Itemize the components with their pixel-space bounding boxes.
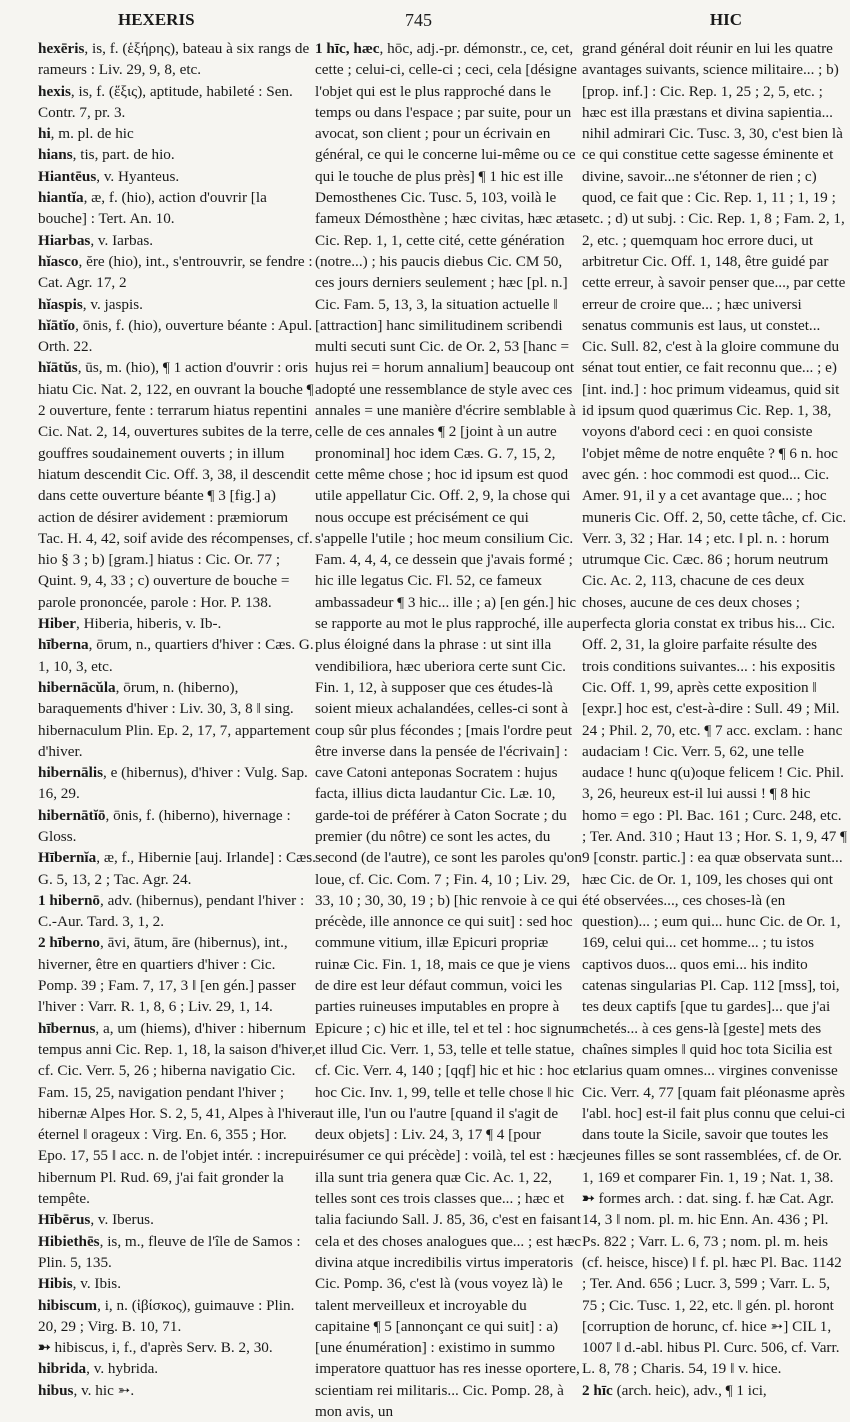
- dictionary-entry: hi, m. pl. de hic: [38, 125, 134, 143]
- dictionary-entry: hibrida, v. hybrida.: [38, 1360, 159, 1378]
- dictionary-entry: hexēris, is, f. (ἑξήρης), bateau à six rangs de rameurs : Liv. 29, 9, 8, etc.: [38, 40, 310, 79]
- dictionary-entry: 1 hibernō, adv. (hibernus), pendant l'hiver : C.-Aur. Tard. 3, 1, 2.: [38, 891, 305, 931]
- dictionary-entry: 2 hīberno, āvi, ātum, āre (hibernus), int., hiverner, être en quartiers d'hiver : Cic. Pomp. 39 ; Fam. 7, 17, 3 ‖ [en gén.] passer l'hiver : Varr. R. 1, 8, 6 ; Liv. 29, 1, 14.: [38, 934, 296, 1016]
- dictionary-entry: hīberna, ōrum, n., quartiers d'hiver : Cæs. G. 1, 10, 3, etc.: [38, 636, 314, 675]
- dictionary-entry: hibiscum, i, n. (ἰβίσκος), guimauve : Plin. 20, 29 ; Virg. B. 10, 71.: [38, 1296, 295, 1335]
- page-number: 745: [405, 10, 432, 30]
- dictionary-entry: Hībernĭa, æ, f., Hibernie [auj. Irlande] : Cæs. G. 5, 13, 2 ; Tac. Agr. 24.: [38, 849, 316, 888]
- dictionary-entry: Hiarbas, v. Iarbas.: [38, 231, 154, 249]
- dictionary-entry: 2 hīc (arch. heic), adv., ¶ 1 ici,: [582, 1381, 767, 1399]
- dictionary-entry: hexis, is, f. (ἕξις), aptitude, habileté : Sen. Contr. 7, pr. 3.: [38, 82, 293, 121]
- dictionary-entry: Hībērus, v. Iberus.: [38, 1211, 154, 1229]
- dictionary-entry: grand général doit réunir en lui les quatre avantages suivants, science militaire... ; b) [prop. inf.] : Cic. Rep. 1, 25 ; 2, 5, etc. ; hæc est illa præstans et divina sapientia... nihil admirari Cic. Tusc. 3, 30, c'est bien là ce qui constitue cette sagesse éminente et divine, savoir...ne s'étonner de rien ; c) quod, ce fait que : Cic. Rep. 1, 11 ; 1, 19 ; etc. ; d) ut subj. : Cic. Rep. 1, 8 ; Fam. 2, 1, 2, etc. ; quemquam hoc errore duci, ut arbitretur Cic. Off. 1, 148, être guidé par cette erreur, à savoir penser que..., par cette erreur de croire que... ; hæc universi senatus communis est laus, ut constet... Cic. Sull. 82, c'est à la gloire commune du sénat tout entier, ce fait reconnu que... ; e) [int. ind.] : hoc primum videamus, quid sit id ipsum quod quærimus Cic. Rep. 1, 38, voyons d'abord ceci : en quoi consiste l'objet même de notre enquête ? ¶ 6 n. hoc avec gén. : hoc commodi est quod... Cic. Amer. 91, il y a cet avantage que... ; hoc muneris Cic. Off. 2, 50, cette tâche, cf. Cic. Verr. 3, 32 ; Har. 14 ; etc. ‖ pl. n. : horum utrumque Cic. Cæc. 86 ; horum neutrum Cic. Ac. 2, 113, chacune de ces deux choses, aucune de ces deux choses ; perfecta gloria constat ex tribus his... Cic. Off. 2, 31, la gloire parfaite résulte des trois conditions suivantes... : his expositis Cic. Off. 1, 99, après cette exposition ‖ [expr.] hoc est, c'est-à-dire : Sull. 49 ; Mil. 24 ; Phil. 2, 70, etc. ¶ 7 acc. exclam. : hanc audaciam ! Cic. Verr. 5, 62, une telle audace ! hunc q(u)oque felicem ! Cic. Phil. 3, 26, heureux est-il lui aussi ! ¶ 8 hic homo = ego : Pl. Bac. 161 ; Curc. 248, etc. ; Ter. And. 310 ; Haut 13 ; Hor. S. 1, 9, 47 ¶ 9 [constr. partic.] : ea quæ observata sunt... hæc Cic. de Or. 1, 109, les choses qui ont été observées..., ces choses-là (en question)... ; eum qui... hunc Cic. de Or. 1, 169, celui qui... cet homme... ; tu istos captivos duos... quos emi... his indito catenas singularias Pl. Cap. 112 [mss], toi, tes deux captifs [que tu gardes]... que j'ai achetés... à ces gens-là [geste] mets des chaînes simples ‖ quid hoc tota Sicilia est clarius quam omnes... virgines convenisse Cic. Verr. 4, 77 [quam fait pléonasme après l'abl. hoc] est-il fait plus connu que celui-ci dans toute la Sicile, savoir que toutes les jeunes filles se sont rassemblées, cf. de Or. 1, 169 et comparer Fin. 1, 19 ; Nat. 1, 38.: [582, 40, 847, 1186]
- dictionary-column-1: [38, 38, 316, 1399]
- running-head: [0, 6, 850, 34]
- dictionary-entry: ➳ hibiscus, i, f., d'après Serv. B. 2, 30.: [38, 1339, 273, 1357]
- right-guide-word: HIC: [709, 10, 742, 29]
- left-guide-word: HEXERIS: [118, 10, 195, 29]
- dictionary-entry: hibus, v. hic ➳.: [38, 1381, 135, 1399]
- dictionary-entry: Hiantēus, v. Hyanteus.: [38, 167, 180, 185]
- dictionary-column-2: [315, 38, 585, 1420]
- dictionary-entry: hĭaspis, v. jaspis.: [38, 295, 143, 313]
- dictionary-entry: 1 hīc, hæc, hōc, adj.-pr. démonstr., ce, cet, cette ; celui-ci, celle-ci ; ceci, cela [désigne l'objet qui est le plus rapproché dans le temps ou dans l'espace ; par suite, pour un avocat, son client ; pour un écrivain en général, ce qui le concerne lui-même ou ce qui le touche de plus près] ¶ 1 hic est ille Demosthenes Cic. Tusc. 5, 103, voilà le fameux Démosthène ; hæc civitas, hæc ætas Cic. Rep. 1, 1, cette cité, cette génération (notre...) ; his paucis diebus Cic. CM 50, ces jours derniers seulement ; hæc [pl. n.] Cic. Fam. 5, 13, 3, la situation actuelle ‖ [attraction] hanc similitudinem scribendi multi secuti sunt Cic. de Or. 2, 53 [hanc = hujus rei = horum annalium] beaucoup ont adopté une ressemblance de style avec ces annales = une manière d'écrire semblable à celle de ces annales ¶ 2 [joint à un autre pronominal] hoc idem Cæs. G. 7, 15, 2, cette même chose ; hoc id ipsum est quod utile appellatur Cic. Off. 2, 9, la chose qui nous occupe est précisément ce qui s'appelle l'utile ; hoc meum consilium Cic. Fam. 4, 4, 4, ce dessein que j'avais formé ; hic ille legatus Cic. Fl. 52, ce fameux ambassadeur ¶ 3 hic... ille ; a) [en gén.] hic se rapporte au mot le plus rapproché, ille au plus éloigné dans la phrase : ut sint illa vendibiliora, hæc uberiora certe sunt Cic. Fin. 1, 12, à supposer que ces études-là soient mieux achalandées, celles-ci sont à coup sûr plus fécondes ; [mais l'ordre peut être inverse dans la pensée de l'écrivain] : cave Catoni anteponas Socratem : hujus facta, illius dicta laudantur Cic. Læ. 10, garde-toi de préférer à Caton Socrate ; du premier (du nôtre) ce sont les actes, du second (de l'autre), ce sont les paroles qu'on loue, cf. Cic. Com. 7 ; Fin. 4, 10 ; Liv. 29, 33, 10 ; 30, 30, 19 ; b) [hic renvoie à ce qui précède, ille annonce ce qui suit] : sed hoc commune vitium, illæ Epicuri propriæ ruinæ Cic. Fin. 1, 18, mais ce que je viens de dire est leur défaut commun, voici les parties ruineuses imputables en propre à Epicure ; c) hic et ille, tel et tel : hoc signum et illud Cic. Verr. 1, 53, telle et telle statue, cf. Cic. Verr. 4, 140 ; [qqf] hic et hic : hoc et hoc Cic. Inv. 1, 99, telle et telle chose ‖ hic aut ille, l'un ou l'autre [quand il s'agit de deux objets] : Liv. 24, 3, 17 ¶ 4 [pour résumer ce qui précède] : voilà, tel est : hæc illa sunt tria genera quæ Cic. Ac. 1, 22, telles sont ces trois classes que... ; hæc et talia faciundo Sall. J. 85, 36, c'est en faisant cela et des choses analogues que... ; est hæc divina atque incredibilis virtus imperatoris Cic. Pomp. 36, c'est là (vous voyez là) le talent merveilleux et incroyable du capitaine ¶ 5 [annonçant ce qui suit] : a) [une énumération] : existimo in summo imperatore quattuor has res inesse oportere, scientiam rei militaris... Cic. Pomp. 28, à mon avis, un: [315, 40, 585, 1420]
- dictionary-entry: hībernus, a, um (hiems), d'hiver : hibernum tempus anni Cic. Rep. 1, 18, la saison d'hiver, cf. Cic. Verr. 5, 26 ; hiberna navigatio Cic. Fam. 15, 25, navigation pendant l'hiver ; hibernæ Alpes Hor. S. 2, 5, 41, Alpes à l'hiver éternel ‖ orageux : Virg. En. 6, 355 ; Hor. Epo. 17, 55 ‖ acc. n. de l'objet intér. : increpui hibernum Pl. Rud. 69, j'ai fait gronder la tempête.: [38, 1019, 316, 1208]
- dictionary-entry: Hibiethēs, is, m., fleuve de l'île de Samos : Plin. 5, 135.: [38, 1232, 301, 1271]
- dictionary-entry: hibernācŭla, ōrum, n. (hiberno), baraquements d'hiver : Liv. 30, 3, 8 ‖ sing. hibernaculum Plin. Ep. 2, 17, 7, appartement d'hiver.: [38, 678, 311, 760]
- dictionary-entry: hiantĭa, æ, f. (hio), action d'ouvrir [la bouche] : Tert. An. 10.: [38, 189, 267, 228]
- dictionary-entry: hians, tis, part. de hio.: [38, 146, 175, 164]
- dictionary-column-3: [582, 38, 847, 1399]
- dictionary-entry: hibernālis, e (hibernus), d'hiver : Vulg. Sap. 16, 29.: [38, 764, 308, 803]
- dictionary-entry: hibernātĭō, ōnis, f. (hiberno), hivernage : Gloss.: [38, 806, 291, 845]
- dictionary-entry: ➳ formes arch. : dat. sing. f. hæ Cat. Agr. 14, 3 ‖ nom. pl. m. hic Enn. An. 436 ; Pl. Ps. 822 ; Varr. L. 6, 73 ; nom. pl. m. heis (cf. heisce, hisce) ‖ f. pl. hæc Pl. Bac. 1142 ; Ter. And. 656 ; Lucr. 3, 599 ; Varr. L. 5, 75 ; Cic. Tusc. 1, 22, etc. ‖ gén. pl. horont [corruption de horunc, cf. hice ➳] CIL 1, 1007 ‖ d.-abl. hibus Pl. Curc. 506, cf. Varr. L. 8, 78 ; Charis. 54, 19 ‖ v. hice.: [582, 1190, 842, 1378]
- dictionary-entry: Hiber, Hiberia, hiberis, v. Ib-.: [38, 615, 222, 633]
- dictionary-entry: hĭātŭs, ūs, m. (hio), ¶ 1 action d'ouvrir : oris hiatu Cic. Nat. 2, 122, en ouvrant la bouche ¶ 2 ouverture, fente : terrarum hiatus repentini Cic. Nat. 2, 14, ouvertures subites de la terre, gouffres soudainement ouverts ; in illum hiatum descendit Cic. Off. 3, 38, il descendit dans cette ouverture béante ¶ 3 [fig.] a) action de désirer avidement : præmiorum Tac. H. 4, 42, soif avide des récompenses, cf. hio § 3 ; b) [gram.] hiatus : Cic. Or. 77 ; Quint. 9, 4, 33 ; c) ouverture de bouche = parole prononcée, parole : Hor. P. 138.: [38, 359, 314, 611]
- dictionary-entry: hĭātĭo, ōnis, f. (hio), ouverture béante : Apul. Orth. 22.: [38, 316, 313, 356]
- dictionary-entry: Hibis, v. Ibis.: [38, 1275, 121, 1293]
- dictionary-entry: hĭasco, ĕre (hio), int., s'entrouvrir, se fendre : Cat. Agr. 17, 2: [38, 252, 313, 292]
